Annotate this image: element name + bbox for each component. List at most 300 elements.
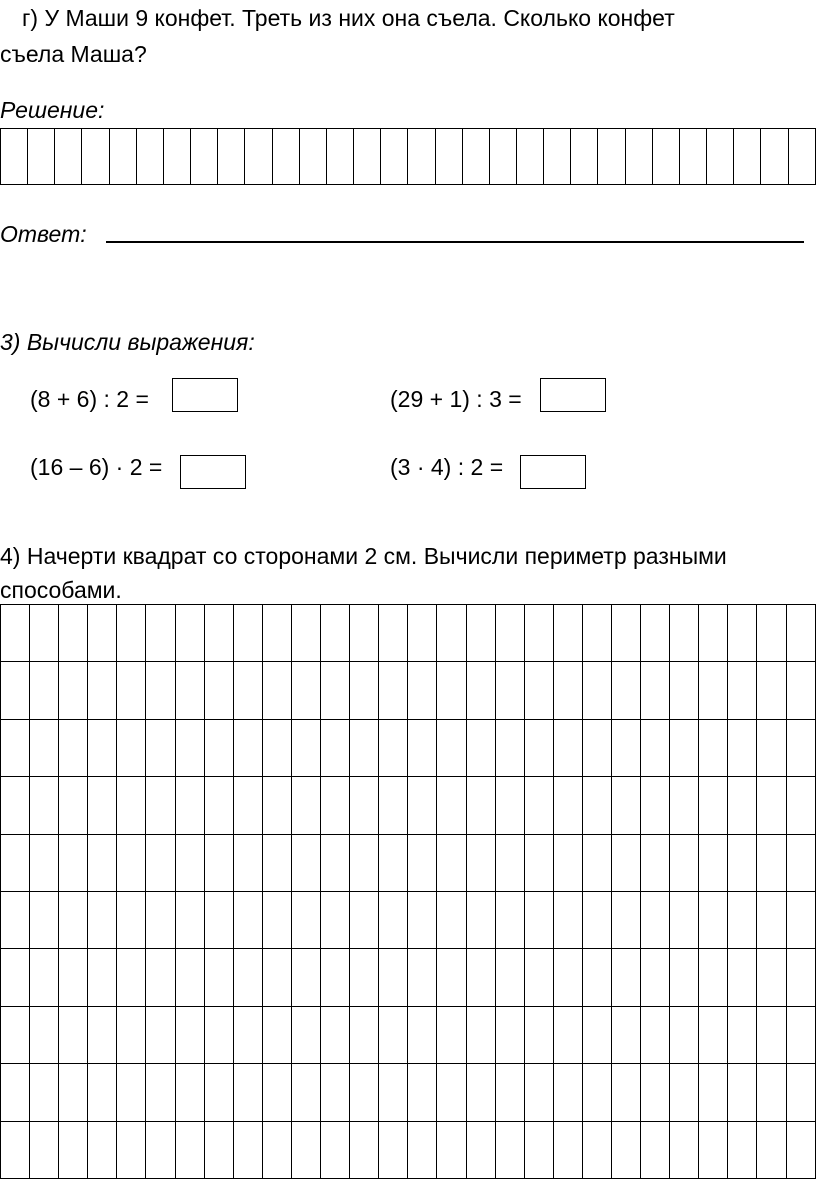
drawing-grid-cell[interactable]: [728, 777, 757, 834]
drawing-grid-cell[interactable]: [670, 605, 699, 662]
drawing-grid-cell[interactable]: [204, 891, 233, 948]
drawing-grid-cell[interactable]: [611, 777, 640, 834]
answer-line[interactable]: [106, 241, 804, 243]
solution-grid-cell[interactable]: [163, 129, 190, 185]
drawing-grid-cell[interactable]: [59, 777, 88, 834]
solution-grid-cell[interactable]: [408, 129, 435, 185]
drawing-grid-cell[interactable]: [582, 1064, 611, 1121]
drawing-grid-cell[interactable]: [786, 605, 815, 662]
drawing-grid-cell[interactable]: [466, 1006, 495, 1063]
solution-grid-cell[interactable]: [734, 129, 761, 185]
drawing-grid-cell[interactable]: [466, 834, 495, 891]
drawing-grid-cell[interactable]: [757, 949, 786, 1006]
drawing-grid-cell[interactable]: [379, 891, 408, 948]
drawing-grid-cell[interactable]: [611, 662, 640, 719]
drawing-grid-cell[interactable]: [466, 719, 495, 776]
drawing-grid-cell[interactable]: [524, 719, 553, 776]
drawing-grid-cell[interactable]: [757, 662, 786, 719]
drawing-grid-cell[interactable]: [175, 605, 204, 662]
solution-grid-cell[interactable]: [761, 129, 788, 185]
drawing-grid-cell[interactable]: [699, 949, 728, 1006]
drawing-grid-cell[interactable]: [88, 1006, 117, 1063]
drawing-grid-cell[interactable]: [233, 834, 262, 891]
drawing-grid-cell[interactable]: [204, 949, 233, 1006]
drawing-grid-cell[interactable]: [524, 891, 553, 948]
drawing-grid-cell[interactable]: [553, 891, 582, 948]
drawing-grid-cell[interactable]: [408, 949, 437, 1006]
drawing-grid-cell[interactable]: [88, 1064, 117, 1121]
drawing-grid-cell[interactable]: [437, 891, 466, 948]
solution-grid-cell[interactable]: [218, 129, 245, 185]
drawing-grid-cell[interactable]: [728, 1006, 757, 1063]
drawing-grid-cell[interactable]: [582, 719, 611, 776]
drawing-grid-cell[interactable]: [524, 834, 553, 891]
drawing-grid-cell[interactable]: [757, 834, 786, 891]
drawing-grid-cell[interactable]: [495, 719, 524, 776]
drawing-grid-row: [1, 662, 816, 719]
drawing-grid-cell[interactable]: [1, 1064, 30, 1121]
drawing-grid-cell[interactable]: [291, 949, 320, 1006]
drawing-grid-cell[interactable]: [437, 834, 466, 891]
drawing-grid-cell[interactable]: [175, 1064, 204, 1121]
solution-grid-cell[interactable]: [136, 129, 163, 185]
drawing-grid-cell[interactable]: [641, 605, 670, 662]
drawing-grid-cell[interactable]: [233, 777, 262, 834]
drawing-grid-cell[interactable]: [117, 949, 146, 1006]
drawing-grid-cell[interactable]: [204, 834, 233, 891]
drawing-grid-cell[interactable]: [699, 605, 728, 662]
drawing-grid-cell[interactable]: [30, 834, 59, 891]
drawing-grid-cell[interactable]: [786, 949, 815, 1006]
solution-grid-cell[interactable]: [788, 129, 815, 185]
drawing-grid-cell[interactable]: [670, 719, 699, 776]
drawing-grid-cell[interactable]: [117, 719, 146, 776]
drawing-grid-cell[interactable]: [699, 1006, 728, 1063]
drawing-grid-cell[interactable]: [379, 1006, 408, 1063]
drawing-grid-cell[interactable]: [379, 834, 408, 891]
drawing-grid-cell[interactable]: [611, 1064, 640, 1121]
drawing-grid-cell[interactable]: [524, 1006, 553, 1063]
drawing-grid-cell[interactable]: [262, 605, 291, 662]
drawing-grid-cell[interactable]: [233, 891, 262, 948]
drawing-grid-cell[interactable]: [321, 834, 350, 891]
drawing-grid-cell[interactable]: [175, 662, 204, 719]
drawing-grid-cell[interactable]: [233, 1064, 262, 1121]
drawing-grid-cell[interactable]: [350, 1006, 379, 1063]
drawing-grid-cell[interactable]: [699, 834, 728, 891]
drawing-grid-cell[interactable]: [321, 891, 350, 948]
solution-grid-cell[interactable]: [326, 129, 353, 185]
drawing-grid-cell[interactable]: [495, 777, 524, 834]
drawing-grid-cell[interactable]: [466, 1064, 495, 1121]
drawing-grid-cell[interactable]: [786, 1064, 815, 1121]
drawing-grid-cell[interactable]: [757, 719, 786, 776]
solution-grid-cell[interactable]: [354, 129, 381, 185]
drawing-grid-cell[interactable]: [553, 949, 582, 1006]
drawing-grid-cell[interactable]: [204, 719, 233, 776]
drawing-grid-cell[interactable]: [641, 1006, 670, 1063]
expression-2: (29 + 1) : 3 =: [390, 386, 522, 412]
drawing-grid-cell[interactable]: [59, 1064, 88, 1121]
drawing-grid-cell[interactable]: [641, 1064, 670, 1121]
drawing-grid-cell[interactable]: [350, 777, 379, 834]
drawing-grid-cell[interactable]: [437, 1064, 466, 1121]
drawing-grid-cell[interactable]: [437, 777, 466, 834]
drawing-grid-cell[interactable]: [321, 605, 350, 662]
drawing-grid-cell[interactable]: [88, 605, 117, 662]
drawing-grid-cell[interactable]: [728, 949, 757, 1006]
drawing-grid-cell[interactable]: [88, 662, 117, 719]
drawing-grid-cell[interactable]: [175, 949, 204, 1006]
drawing-grid-cell[interactable]: [88, 834, 117, 891]
task4-line-2: способами.: [0, 577, 122, 603]
drawing-grid-cell[interactable]: [117, 1006, 146, 1063]
solution-label: Решение:: [0, 97, 105, 123]
answer-box-1[interactable]: [172, 378, 238, 412]
drawing-grid-row: [1, 1006, 816, 1063]
solution-grid-cell[interactable]: [625, 129, 652, 185]
drawing-grid-cell[interactable]: [670, 1064, 699, 1121]
drawing-grid-cell[interactable]: [757, 1064, 786, 1121]
answer-box-4[interactable]: [520, 455, 586, 489]
drawing-grid-cell[interactable]: [524, 949, 553, 1006]
drawing-grid-cell[interactable]: [321, 1006, 350, 1063]
solution-grid-cell[interactable]: [245, 129, 272, 185]
drawing-grid-cell[interactable]: [291, 891, 320, 948]
drawing-grid-cell[interactable]: [59, 1006, 88, 1063]
drawing-grid-cell[interactable]: [117, 1064, 146, 1121]
drawing-grid-cell[interactable]: [553, 605, 582, 662]
drawing-grid-cell[interactable]: [670, 949, 699, 1006]
solution-grid-cell[interactable]: [191, 129, 218, 185]
drawing-grid-cell[interactable]: [30, 1006, 59, 1063]
drawing-grid-cell[interactable]: [59, 834, 88, 891]
drawing-grid-cell[interactable]: [670, 662, 699, 719]
drawing-grid-cell[interactable]: [582, 834, 611, 891]
drawing-grid-cell[interactable]: [611, 1006, 640, 1063]
drawing-grid-cell[interactable]: [59, 605, 88, 662]
drawing-grid-cell[interactable]: [553, 719, 582, 776]
drawing-grid-cell[interactable]: [437, 605, 466, 662]
drawing-grid-cell[interactable]: [175, 891, 204, 948]
drawing-grid-cell[interactable]: [611, 949, 640, 1006]
drawing-grid-cell[interactable]: [175, 719, 204, 776]
drawing-grid-cell[interactable]: [350, 891, 379, 948]
drawing-grid-cell[interactable]: [321, 949, 350, 1006]
drawing-grid-cell[interactable]: [728, 834, 757, 891]
drawing-grid-cell[interactable]: [117, 891, 146, 948]
solution-grid-cell[interactable]: [381, 129, 408, 185]
drawing-grid-cell[interactable]: [728, 1064, 757, 1121]
drawing-grid-cell[interactable]: [175, 777, 204, 834]
drawing-grid-cell[interactable]: [495, 949, 524, 1006]
drawing-grid-cell[interactable]: [408, 891, 437, 948]
drawing-grid-cell[interactable]: [291, 1064, 320, 1121]
solution-grid-cell[interactable]: [272, 129, 299, 185]
solution-grid-cell[interactable]: [598, 129, 625, 185]
drawing-grid-cell[interactable]: [30, 777, 59, 834]
drawing-grid-cell[interactable]: [408, 834, 437, 891]
drawing-grid-cell[interactable]: [204, 605, 233, 662]
drawing-grid-cell[interactable]: [553, 777, 582, 834]
solution-grid-cell[interactable]: [299, 129, 326, 185]
drawing-grid-cell[interactable]: [641, 891, 670, 948]
drawing-grid-cell[interactable]: [699, 662, 728, 719]
drawing-grid-cell[interactable]: [321, 662, 350, 719]
drawing-grid-cell[interactable]: [291, 1006, 320, 1063]
drawing-grid-cell[interactable]: [611, 891, 640, 948]
drawing-grid-cell[interactable]: [146, 777, 175, 834]
drawing-grid-row: [1, 834, 816, 891]
drawing-grid-cell[interactable]: [408, 777, 437, 834]
drawing-grid-cell[interactable]: [117, 605, 146, 662]
drawing-grid-cell[interactable]: [379, 719, 408, 776]
drawing-grid-cell[interactable]: [757, 1006, 786, 1063]
drawing-grid-cell[interactable]: [146, 719, 175, 776]
drawing-grid-cell[interactable]: [1, 949, 30, 1006]
drawing-grid-cell[interactable]: [699, 891, 728, 948]
drawing-grid-cell[interactable]: [379, 605, 408, 662]
drawing-grid-cell[interactable]: [30, 719, 59, 776]
drawing-grid-cell[interactable]: [495, 834, 524, 891]
drawing-grid-cell[interactable]: [291, 834, 320, 891]
solution-grid-cell[interactable]: [462, 129, 489, 185]
drawing-grid-cell[interactable]: [321, 777, 350, 834]
drawing-grid-cell[interactable]: [175, 834, 204, 891]
drawing-grid-cell[interactable]: [786, 662, 815, 719]
drawing-grid-cell[interactable]: [728, 891, 757, 948]
answer-box-2[interactable]: [540, 378, 606, 412]
drawing-grid-cell[interactable]: [117, 777, 146, 834]
drawing-grid-cell[interactable]: [641, 949, 670, 1006]
drawing-grid-cell[interactable]: [30, 891, 59, 948]
drawing-grid-cell[interactable]: [524, 1064, 553, 1121]
drawing-grid-cell[interactable]: [437, 1006, 466, 1063]
drawing-grid-cell[interactable]: [408, 662, 437, 719]
drawing-grid-cell[interactable]: [350, 834, 379, 891]
drawing-grid-cell[interactable]: [466, 605, 495, 662]
drawing-grid-cell[interactable]: [1, 777, 30, 834]
drawing-grid-cell[interactable]: [786, 1006, 815, 1063]
solution-grid-cell[interactable]: [571, 129, 598, 185]
solution-grid-cell[interactable]: [1, 129, 28, 185]
drawing-grid-cell[interactable]: [728, 662, 757, 719]
drawing-grid-cell[interactable]: [466, 777, 495, 834]
drawing-grid-cell[interactable]: [88, 891, 117, 948]
drawing-grid-cell[interactable]: [582, 662, 611, 719]
drawing-grid-cell[interactable]: [437, 719, 466, 776]
drawing-grid-cell[interactable]: [670, 891, 699, 948]
drawing-grid-cell[interactable]: [466, 662, 495, 719]
drawing-grid-cell[interactable]: [262, 1064, 291, 1121]
drawing-grid-cell[interactable]: [204, 1064, 233, 1121]
drawing-grid-cell[interactable]: [262, 662, 291, 719]
drawing-grid-row: [1, 719, 816, 776]
solution-grid[interactable]: [0, 128, 816, 185]
drawing-grid-cell[interactable]: [59, 662, 88, 719]
drawing-grid-cell[interactable]: [611, 719, 640, 776]
solution-grid-cell[interactable]: [489, 129, 516, 185]
drawing-grid-cell[interactable]: [641, 777, 670, 834]
drawing-grid-cell[interactable]: [59, 949, 88, 1006]
drawing-grid-cell[interactable]: [495, 605, 524, 662]
drawing-grid-cell[interactable]: [1, 1006, 30, 1063]
drawing-grid-cell[interactable]: [233, 1006, 262, 1063]
drawing-grid-cell[interactable]: [524, 777, 553, 834]
drawing-grid-cell[interactable]: [786, 777, 815, 834]
drawing-grid-cell[interactable]: [117, 662, 146, 719]
drawing-grid-cell[interactable]: [757, 605, 786, 662]
drawing-grid-cell[interactable]: [262, 719, 291, 776]
drawing-grid-row: [1, 891, 816, 948]
drawing-grid-cell[interactable]: [408, 1006, 437, 1063]
drawing-grid-cell[interactable]: [146, 949, 175, 1006]
solution-grid-cell[interactable]: [55, 129, 82, 185]
drawing-grid-cell[interactable]: [757, 891, 786, 948]
drawing-grid-cell[interactable]: [728, 719, 757, 776]
drawing-grid-cell[interactable]: [1, 719, 30, 776]
drawing-grid-cell[interactable]: [146, 1006, 175, 1063]
drawing-grid-cell[interactable]: [30, 949, 59, 1006]
drawing-grid-cell[interactable]: [611, 834, 640, 891]
drawing-grid-cell[interactable]: [204, 1006, 233, 1063]
drawing-grid-cell[interactable]: [524, 605, 553, 662]
solution-grid-cell[interactable]: [109, 129, 136, 185]
solution-grid-cell[interactable]: [28, 129, 55, 185]
drawing-grid-cell[interactable]: [321, 1064, 350, 1121]
drawing-grid-cell[interactable]: [757, 777, 786, 834]
drawing-grid-cell[interactable]: [495, 1006, 524, 1063]
problem-g-line-1: г) У Маши 9 конфет. Треть из них она съела. Сколько конфет: [22, 5, 675, 31]
drawing-grid-cell[interactable]: [699, 719, 728, 776]
drawing-grid-cell[interactable]: [1, 834, 30, 891]
drawing-grid-cell[interactable]: [379, 1064, 408, 1121]
drawing-grid-cell[interactable]: [350, 662, 379, 719]
drawing-grid-cell[interactable]: [495, 891, 524, 948]
drawing-grid-cell[interactable]: [59, 891, 88, 948]
drawing-grid-cell[interactable]: [437, 949, 466, 1006]
drawing-grid-cell[interactable]: [291, 719, 320, 776]
drawing-grid-cell[interactable]: [350, 1064, 379, 1121]
drawing-grid[interactable]: [0, 604, 816, 1179]
drawing-grid-cell[interactable]: [641, 662, 670, 719]
drawing-grid-cell[interactable]: [291, 605, 320, 662]
drawing-grid-cell[interactable]: [1, 662, 30, 719]
drawing-grid-cell[interactable]: [88, 719, 117, 776]
drawing-grid-cell[interactable]: [553, 1006, 582, 1063]
drawing-grid-cell[interactable]: [611, 605, 640, 662]
drawing-grid-cell[interactable]: [786, 834, 815, 891]
drawing-grid-cell[interactable]: [146, 662, 175, 719]
drawing-grid-cell[interactable]: [786, 891, 815, 948]
drawing-grid-cell[interactable]: [582, 1006, 611, 1063]
drawing-grid-cell[interactable]: [786, 719, 815, 776]
drawing-grid-cell[interactable]: [262, 949, 291, 1006]
drawing-grid-cell[interactable]: [495, 662, 524, 719]
drawing-grid-cell[interactable]: [233, 605, 262, 662]
solution-grid-cell[interactable]: [435, 129, 462, 185]
drawing-grid-cell[interactable]: [350, 949, 379, 1006]
drawing-grid-cell[interactable]: [59, 719, 88, 776]
drawing-grid-cell[interactable]: [524, 662, 553, 719]
drawing-grid-cell[interactable]: [670, 1006, 699, 1063]
drawing-grid-cell[interactable]: [379, 662, 408, 719]
drawing-grid-cell[interactable]: [233, 662, 262, 719]
drawing-grid-cell[interactable]: [641, 719, 670, 776]
drawing-grid-cell[interactable]: [233, 949, 262, 1006]
drawing-grid-cell[interactable]: [146, 1064, 175, 1121]
drawing-grid-cell[interactable]: [553, 834, 582, 891]
drawing-grid-cell[interactable]: [321, 719, 350, 776]
drawing-grid-cell[interactable]: [670, 777, 699, 834]
drawing-grid-cell[interactable]: [466, 891, 495, 948]
solution-grid-cell[interactable]: [82, 129, 109, 185]
drawing-grid-cell[interactable]: [262, 834, 291, 891]
drawing-grid-cell[interactable]: [437, 662, 466, 719]
drawing-grid-cell[interactable]: [146, 834, 175, 891]
drawing-grid-cell[interactable]: [291, 777, 320, 834]
drawing-grid-cell[interactable]: [408, 605, 437, 662]
drawing-grid-cell[interactable]: [466, 949, 495, 1006]
drawing-grid-cell[interactable]: [204, 777, 233, 834]
drawing-grid-cell[interactable]: [291, 662, 320, 719]
drawing-grid-cell[interactable]: [117, 834, 146, 891]
drawing-grid-cell[interactable]: [582, 605, 611, 662]
drawing-grid-cell[interactable]: [582, 777, 611, 834]
drawing-grid-cell[interactable]: [146, 891, 175, 948]
task4-line-1: 4) Начерти квадрат со сторонами 2 см. Вычисли периметр разными: [0, 543, 727, 569]
solution-grid-cell[interactable]: [679, 129, 706, 185]
drawing-grid-cell[interactable]: [233, 719, 262, 776]
drawing-grid-cell[interactable]: [408, 719, 437, 776]
drawing-grid-cell[interactable]: [262, 891, 291, 948]
answer-box-3[interactable]: [180, 455, 246, 489]
solution-grid-cell[interactable]: [516, 129, 543, 185]
drawing-grid-cell[interactable]: [262, 1006, 291, 1063]
drawing-grid-cell[interactable]: [88, 949, 117, 1006]
solution-grid-cell[interactable]: [652, 129, 679, 185]
drawing-grid-cell[interactable]: [350, 719, 379, 776]
drawing-grid-cell[interactable]: [262, 777, 291, 834]
drawing-grid-cell[interactable]: [582, 949, 611, 1006]
solution-grid-cell[interactable]: [707, 129, 734, 185]
drawing-grid-cell[interactable]: [699, 1064, 728, 1121]
drawing-grid-cell[interactable]: [30, 662, 59, 719]
expression-1: (8 + 6) : 2 =: [30, 386, 149, 412]
drawing-grid-cell[interactable]: [30, 605, 59, 662]
drawing-grid-cell[interactable]: [146, 605, 175, 662]
drawing-grid-cell[interactable]: [1, 605, 30, 662]
drawing-grid-cell[interactable]: [495, 1064, 524, 1121]
drawing-grid-cell[interactable]: [553, 1064, 582, 1121]
drawing-grid-cell[interactable]: [553, 662, 582, 719]
drawing-grid-cell[interactable]: [379, 949, 408, 1006]
drawing-grid-cell[interactable]: [699, 777, 728, 834]
drawing-grid-cell[interactable]: [175, 1006, 204, 1063]
drawing-grid-cell[interactable]: [88, 777, 117, 834]
drawing-grid-cell[interactable]: [728, 605, 757, 662]
drawing-grid-cell[interactable]: [408, 1064, 437, 1121]
solution-grid-cell[interactable]: [544, 129, 571, 185]
drawing-grid-cell[interactable]: [30, 1064, 59, 1121]
drawing-grid-cell[interactable]: [379, 777, 408, 834]
drawing-grid-cell[interactable]: [350, 605, 379, 662]
drawing-grid-cell[interactable]: [204, 662, 233, 719]
drawing-grid-cell[interactable]: [1, 891, 30, 948]
drawing-grid-cell[interactable]: [582, 891, 611, 948]
drawing-grid-cell[interactable]: [670, 834, 699, 891]
drawing-grid-cell[interactable]: [641, 834, 670, 891]
